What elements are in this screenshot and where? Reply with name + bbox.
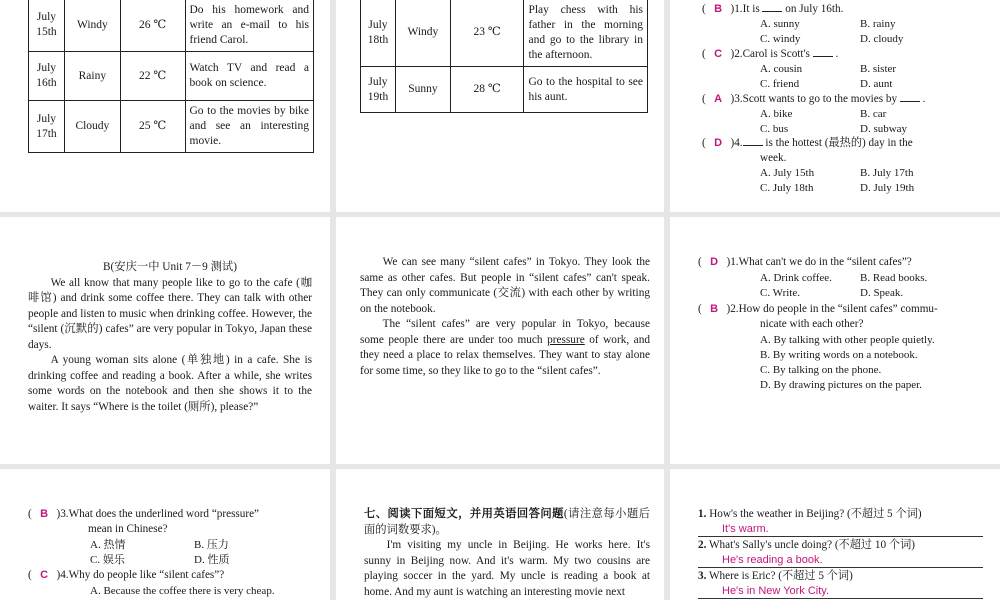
section-title: 七、阅读下面短文，并用英语回答问题(请注意每小题后面的词数要求)。 — [364, 508, 650, 536]
question-3: ( A )3.Scott wants to go to the movies by . — [702, 93, 926, 105]
paragraph: A young woman sits alone (单独地) in a cafe. She is drinking coffee and reading a book. After a while, she writes some words on the notebook and then she shows it to the waiter. It says “Where is the toilet (厕所), please?” — [28, 354, 312, 413]
section-7 — [364, 507, 650, 600]
table-row — [29, 101, 314, 153]
paragraph: We all know that many people like to go to the cafe (咖啡馆) and drink some coffee there. They can talk with other people and listen to music when drinking coffee. However, the “silent (沉默的) cafes” are very popular in Tokyo, Japan these days. — [28, 276, 312, 351]
activity-cell: Do his homework and write an e-mail to his friend Carol. — [185, 0, 314, 52]
option: A. By talking with other people quietly. — [760, 334, 935, 346]
panel-table-right — [336, 0, 664, 212]
weather-table-left — [28, 0, 314, 153]
written-answer: He's in New York City. — [722, 585, 830, 597]
question-c3: ( B )3.What does the underlined word “pressure” mean in Chinese? — [28, 508, 260, 535]
panel-passage-b-1 — [0, 217, 330, 464]
option: D. 性质 — [194, 554, 230, 566]
option: A. July 15th — [760, 167, 815, 179]
passage-title: B(安庆一中 Unit 7－9 测试) — [103, 261, 237, 273]
option: A. 热情 — [90, 539, 126, 551]
temp-cell: 22 ℃ — [120, 52, 185, 101]
option: B. By writing words on a notebook. — [760, 349, 918, 361]
temp-cell: 25 ℃ — [120, 101, 185, 153]
table-row — [361, 0, 648, 67]
option: D. Speak. — [860, 287, 904, 299]
answer-mark: B — [40, 508, 49, 520]
table-row — [29, 52, 314, 101]
option: D. subway — [860, 123, 908, 135]
activity-cell: Watch TV and read a book on science. — [185, 52, 314, 101]
option: C. 娱乐 — [90, 554, 125, 566]
short-answer-1: 1. How's the weather in Beijing? (不超过 5 个词) It's warm. — [698, 507, 983, 537]
answer-mark: C — [714, 48, 723, 60]
option: D. July 19th — [860, 182, 915, 194]
panel-section-7 — [336, 469, 664, 600]
panel-table-left — [0, 0, 330, 212]
short-answer-3: 3. Where is Eric? (不超过 5 个词) He's in New York City. — [698, 569, 983, 599]
paragraph: The “silent cafes” are very popular in Tokyo, because some people there are under too much pressure of work, and they need a place to relax themselves. They want to stay alone for some time, so they like to go to the “silent cafes”. — [360, 318, 650, 377]
option: B. Read books. — [860, 272, 928, 284]
temp-cell: 23 ℃ — [450, 0, 524, 67]
option: A. Because the coffee there is very cheap. — [90, 585, 275, 597]
temp-cell: 28 ℃ — [450, 67, 524, 113]
underlined-word: pressure — [547, 333, 585, 346]
answer-mark: D — [714, 137, 723, 149]
option: C. By talking on the phone. — [760, 364, 882, 376]
option: C. bus — [760, 123, 789, 135]
option: D. By drawing pictures on the paper. — [760, 379, 922, 391]
weather-cell: Windy — [64, 0, 120, 52]
date-cell: July 17th — [29, 101, 65, 153]
answer-mark: B — [710, 303, 719, 315]
written-answer: He's reading a book. — [722, 554, 823, 566]
option: C. friend — [760, 78, 800, 90]
question-1: ( B )1.It is on July 16th. — [702, 3, 844, 15]
option: B. sister — [860, 63, 897, 75]
option: A. sunny — [760, 18, 800, 30]
answer-mark: D — [710, 256, 719, 268]
panel-quiz-b — [670, 217, 1000, 464]
question-4: ( D )4. is the hottest (最热的) day in the week. — [702, 137, 913, 164]
option: B. 压力 — [194, 539, 229, 551]
weather-cell: Cloudy — [64, 101, 120, 153]
paragraph: I'm visiting my uncle in Beijing. He works here. It's sunny in Beijing now. And it's warm. My two cousins are playing soccer in the yard. My uncle is reading a book at home. And my aunt is watching an interesting movie next — [364, 539, 650, 598]
date-cell: July 18th — [361, 0, 396, 67]
option: C. July 18th — [760, 182, 814, 194]
panel-quiz-c — [0, 469, 330, 600]
weather-table-right — [360, 0, 648, 113]
written-answer: It's warm. — [722, 523, 769, 535]
short-answer-2: 2. What's Sally's uncle doing? (不超过 10 个词) He's reading a book. — [698, 538, 983, 568]
option: B. car — [860, 108, 887, 120]
option: D. cloudy — [860, 33, 904, 45]
option: C. Write. — [760, 287, 800, 299]
date-cell: July 19th — [361, 67, 396, 113]
temp-cell: 26 ℃ — [120, 0, 185, 52]
panel-quiz-a — [670, 0, 1000, 212]
table-row — [29, 0, 314, 52]
panel-passage-b-2 — [336, 217, 664, 464]
answer-mark: B — [714, 3, 723, 15]
date-cell: July 15th — [29, 0, 65, 52]
activity-cell: Go to the movies by bike and see an interesting movie. — [185, 101, 314, 153]
question-b1: ( D )1.What can't we do in the “silent cafes”? — [698, 256, 912, 268]
question-2: ( C )2.Carol is Scott's . — [702, 48, 839, 60]
table-row — [361, 67, 648, 113]
question-b2: ( B )2.How do people in the “silent cafes” commu- nicate with each other? — [698, 303, 938, 330]
option: A. cousin — [760, 63, 803, 75]
paragraph: We can see many “silent cafes” in Tokyo. They look the same as other cafes. But people in “silent cafes” can't speak. They can only communicate (交流) with each other by writing on the notebook. — [360, 256, 650, 315]
option: B. July 17th — [860, 167, 914, 179]
passage-b — [28, 260, 312, 415]
option: B. rainy — [860, 18, 896, 30]
answer-mark: A — [714, 93, 723, 105]
weather-cell: Windy — [395, 0, 450, 67]
question-c4: ( C )4.Why do people like “silent cafes”? — [28, 569, 225, 581]
activity-cell: Play chess with his father in the morning and go to the library in the afternoon. — [524, 0, 648, 67]
option: A. Drink coffee. — [760, 272, 832, 284]
weather-cell: Sunny — [395, 67, 450, 113]
panel-short-answers — [670, 469, 1000, 600]
option: C. windy — [760, 33, 801, 45]
answer-mark: C — [40, 569, 49, 581]
option: D. aunt — [860, 78, 893, 90]
weather-cell: Rainy — [64, 52, 120, 101]
date-cell: July 16th — [29, 52, 65, 101]
option: A. bike — [760, 108, 793, 120]
passage-b-cont — [360, 255, 650, 379]
activity-cell: Go to the hospital to see his aunt. — [524, 67, 648, 113]
